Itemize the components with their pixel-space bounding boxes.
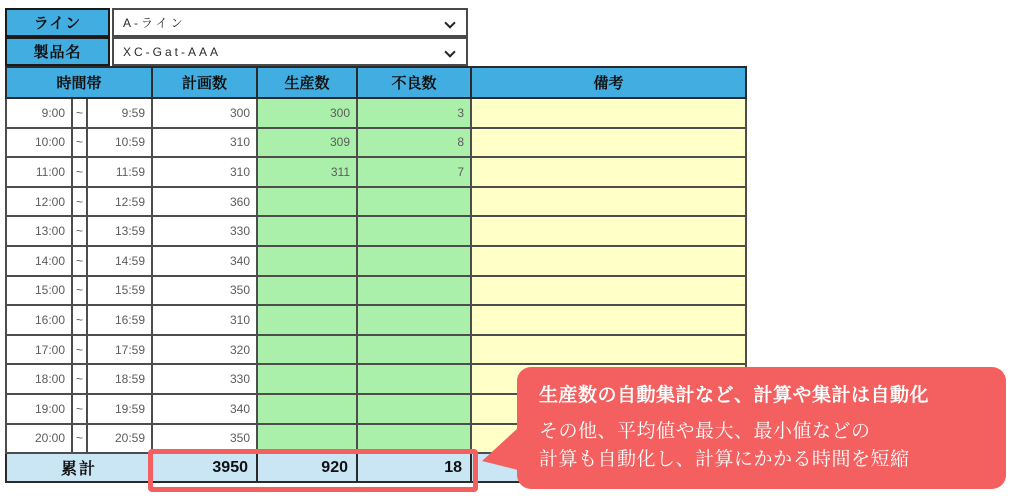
header-defects: 不良数 <box>357 67 471 98</box>
planned-count-cell: 310 <box>152 305 257 335</box>
total-produced: 920 <box>257 453 357 482</box>
planned-count-cell: 350 <box>152 424 257 454</box>
table-row <box>6 98 746 128</box>
table-row <box>6 305 746 335</box>
produced-count-cell[interactable]: 300 <box>257 98 357 128</box>
planned-count-cell: 350 <box>152 276 257 306</box>
time-end-cell: 17:59 <box>87 335 152 365</box>
remarks-cell[interactable] <box>471 276 746 306</box>
line-select-value: A-ライン <box>123 16 186 30</box>
tilde-separator: ~ <box>72 216 87 246</box>
tilde-separator: ~ <box>72 276 87 306</box>
line-label-text: ライン <box>33 15 82 32</box>
tilde-separator: ~ <box>72 305 87 335</box>
product-label <box>5 37 110 66</box>
time-start-cell: 19:00 <box>6 394 72 424</box>
callout-line2: 計算も自動化し、計算にかかる時間を短縮 <box>539 449 910 470</box>
callout-tail <box>482 428 518 470</box>
time-start-cell: 15:00 <box>6 276 72 306</box>
produced-count-cell[interactable]: 309 <box>257 128 357 158</box>
remarks-cell[interactable] <box>471 246 746 276</box>
planned-count-cell: 330 <box>152 216 257 246</box>
time-end-cell: 19:59 <box>87 394 152 424</box>
time-end-cell: 14:59 <box>87 246 152 276</box>
planned-count-cell: 300 <box>152 98 257 128</box>
time-end-cell: 20:59 <box>87 424 152 454</box>
remarks-cell[interactable] <box>471 128 746 158</box>
time-end-cell: 11:59 <box>87 157 152 187</box>
planned-count-cell: 340 <box>152 246 257 276</box>
defect-count-cell[interactable] <box>357 246 471 276</box>
header-planned: 計画数 <box>152 67 257 98</box>
time-start-cell: 14:00 <box>6 246 72 276</box>
line-label <box>5 8 110 37</box>
remarks-cell[interactable] <box>471 335 746 365</box>
time-end-cell: 18:59 <box>87 364 152 394</box>
table-header-row <box>6 67 746 98</box>
planned-count-cell: 320 <box>152 335 257 365</box>
defect-count-cell[interactable] <box>357 424 471 454</box>
table-row <box>6 157 746 187</box>
product-select-value: XC-Gat-AAA <box>123 44 222 59</box>
table-row <box>6 335 746 365</box>
time-end-cell: 9:59 <box>87 98 152 128</box>
callout-line1: その他、平均値や最大、最小値などの <box>539 421 871 442</box>
remarks-cell[interactable] <box>471 98 746 128</box>
callout-title: 生産数の自動集計など、計算や集計は自動化 <box>539 385 930 406</box>
defect-count-cell[interactable] <box>357 364 471 394</box>
time-start-cell: 17:00 <box>6 335 72 365</box>
tilde-separator: ~ <box>72 128 87 158</box>
table-row <box>6 276 746 306</box>
defect-count-cell[interactable] <box>357 305 471 335</box>
time-end-cell: 12:59 <box>87 187 152 217</box>
table-row <box>6 187 746 217</box>
header-time: 時間帯 <box>6 67 152 98</box>
time-start-cell: 18:00 <box>6 364 72 394</box>
produced-count-cell[interactable] <box>257 187 357 217</box>
planned-count-cell: 310 <box>152 128 257 158</box>
table-row <box>6 128 746 158</box>
tilde-separator: ~ <box>72 424 87 454</box>
time-start-cell: 13:00 <box>6 216 72 246</box>
time-end-cell: 13:59 <box>87 216 152 246</box>
defect-count-cell[interactable] <box>357 187 471 217</box>
produced-count-cell[interactable] <box>257 305 357 335</box>
automation-callout <box>517 367 1006 489</box>
time-start-cell: 10:00 <box>6 128 72 158</box>
tilde-separator: ~ <box>72 364 87 394</box>
chevron-down-icon <box>444 46 455 57</box>
produced-count-cell[interactable] <box>257 364 357 394</box>
line-select[interactable] <box>112 8 468 37</box>
time-start-cell: 11:00 <box>6 157 72 187</box>
remarks-cell[interactable] <box>471 157 746 187</box>
header-remarks: 備考 <box>471 67 746 98</box>
chevron-down-icon <box>444 17 455 28</box>
tilde-separator: ~ <box>72 157 87 187</box>
planned-count-cell: 310 <box>152 157 257 187</box>
produced-count-cell[interactable] <box>257 276 357 306</box>
produced-count-cell[interactable] <box>257 335 357 365</box>
defect-count-cell[interactable] <box>357 276 471 306</box>
header-produced: 生産数 <box>257 67 357 98</box>
table-row <box>6 246 746 276</box>
product-select[interactable] <box>112 37 468 66</box>
produced-count-cell[interactable]: 311 <box>257 157 357 187</box>
defect-count-cell[interactable] <box>357 394 471 424</box>
defect-count-cell[interactable]: 3 <box>357 98 471 128</box>
total-planned: 3950 <box>152 453 257 482</box>
time-start-cell: 20:00 <box>6 424 72 454</box>
time-end-cell: 15:59 <box>87 276 152 306</box>
total-label: 累計 <box>6 453 152 482</box>
tilde-separator: ~ <box>72 98 87 128</box>
time-end-cell: 10:59 <box>87 128 152 158</box>
defect-count-cell[interactable] <box>357 335 471 365</box>
remarks-cell[interactable] <box>471 187 746 217</box>
tilde-separator: ~ <box>72 335 87 365</box>
table-row <box>6 216 746 246</box>
total-defects: 18 <box>357 453 471 482</box>
defect-count-cell[interactable] <box>357 216 471 246</box>
remarks-cell[interactable] <box>471 216 746 246</box>
time-end-cell: 16:59 <box>87 305 152 335</box>
defect-count-cell[interactable]: 7 <box>357 157 471 187</box>
planned-count-cell: 330 <box>152 364 257 394</box>
produced-count-cell[interactable] <box>257 424 357 454</box>
produced-count-cell[interactable] <box>257 394 357 424</box>
planned-count-cell: 340 <box>152 394 257 424</box>
product-label-text: 製品名 <box>33 44 82 61</box>
time-start-cell: 9:00 <box>6 98 72 128</box>
planned-count-cell: 360 <box>152 187 257 217</box>
time-start-cell: 12:00 <box>6 187 72 217</box>
tilde-separator: ~ <box>72 187 87 217</box>
time-start-cell: 16:00 <box>6 305 72 335</box>
produced-count-cell[interactable] <box>257 246 357 276</box>
defect-count-cell[interactable]: 8 <box>357 128 471 158</box>
tilde-separator: ~ <box>72 246 87 276</box>
produced-count-cell[interactable] <box>257 216 357 246</box>
remarks-cell[interactable] <box>471 305 746 335</box>
tilde-separator: ~ <box>72 394 87 424</box>
